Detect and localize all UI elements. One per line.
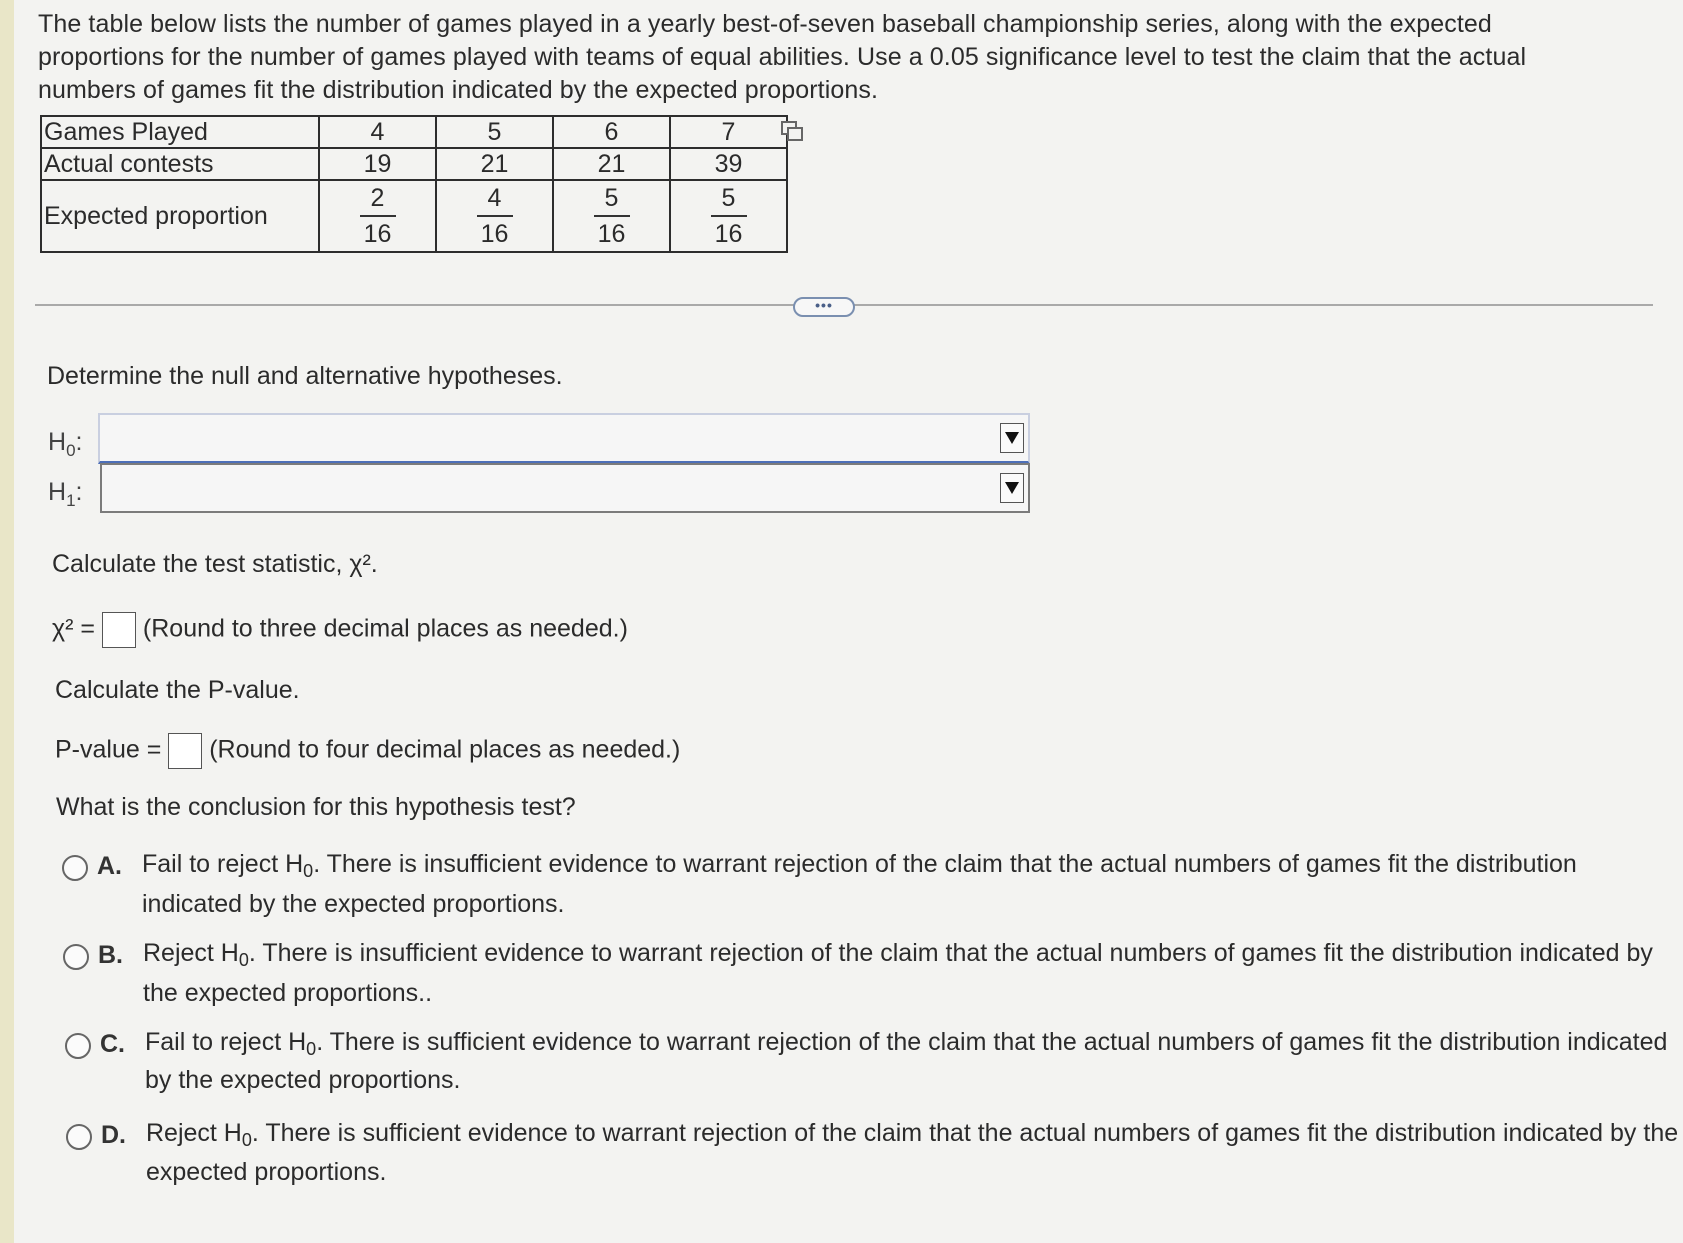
problem-statement: The table below lists the number of games played in a yearly best-of-seven baseball championship series, along with the expected proportions for the number of games played with teams of equal abilities. Use a 0.05 significance level to test the claim that the actual numbers of games fit the distribution indicated by the expected proportions. [38, 10, 1527, 104]
option-line-1: Reject $H_0$. There is insufficient evidence to warrant rejection of the claim that the actual numbers of games fit the distribution indicated by [143, 939, 1653, 970]
table-cell [553, 180, 670, 252]
statistic-row [52, 612, 628, 648]
chi-square-answer-input[interactable] [102, 612, 136, 648]
chevron-down-icon[interactable] [1000, 473, 1024, 503]
copy-data-icon[interactable] [781, 121, 801, 139]
table-cell [670, 180, 787, 252]
radio-option-d[interactable] [66, 1124, 92, 1150]
more-options-button[interactable]: ••• [793, 297, 855, 317]
row-header-expected: Expected proportion [41, 180, 319, 252]
denominator: 16 [714, 220, 743, 248]
fraction [477, 184, 513, 248]
hypotheses-prompt: Determine the null and alternative hypotheses. [47, 362, 563, 390]
pvalue-label: P-value = [55, 735, 162, 764]
conclusion-prompt: What is the conclusion for this hypothesis test? [56, 793, 576, 821]
table-cell: 21 [553, 148, 670, 180]
fraction [360, 184, 396, 248]
row-header-games: Games Played [41, 116, 319, 148]
chevron-down-icon[interactable] [1000, 423, 1024, 453]
option-letter: D. [101, 1121, 126, 1149]
table-cell: 5 [436, 116, 553, 148]
table-cell: 21 [436, 148, 553, 180]
denominator: 16 [363, 220, 392, 248]
pvalue-row [55, 733, 680, 769]
option-line-1: Reject $H_0$. There is sufficient evidence to warrant rejection of the claim that the actual numbers of games fit the distribution indicated by the [146, 1119, 1679, 1150]
statistic-prompt: Calculate the test statistic, χ². [52, 550, 378, 578]
fraction [711, 184, 747, 248]
table-cell [319, 180, 436, 252]
option-letter: A. [97, 852, 122, 880]
statistic-label: χ² = [52, 614, 95, 643]
h0-dropdown[interactable] [98, 413, 1030, 464]
table-cell: 39 [670, 148, 787, 180]
h1-dropdown[interactable] [100, 463, 1030, 513]
option-letter: C. [100, 1030, 125, 1058]
numerator: 4 [487, 184, 502, 212]
denominator: 16 [480, 220, 509, 248]
numerator: 5 [721, 184, 736, 212]
row-header-actual: Actual contests [41, 148, 319, 180]
radio-option-b[interactable] [63, 944, 89, 970]
option-letter: B. [98, 941, 123, 969]
data-table [40, 115, 788, 253]
option-line-2: the expected proportions.. [143, 979, 433, 1007]
table-cell: 4 [319, 116, 436, 148]
h1-label: $H_1$: [48, 478, 83, 510]
numerator: 5 [604, 184, 619, 212]
table-cell: 19 [319, 148, 436, 180]
pvalue-prompt: Calculate the P-value. [55, 676, 300, 704]
table-row [41, 148, 787, 180]
option-line-1: Fail to reject $H_0$. There is sufficient evidence to warrant rejection of the claim that the actual numbers of games fit the distribution indicated [145, 1028, 1668, 1059]
h0-label: $H_0$: [48, 428, 83, 460]
option-line-1: Fail to reject $H_0$. There is insufficient evidence to warrant rejection of the claim that the actual numbers of games fit the distribution [142, 850, 1577, 881]
table-row [41, 116, 787, 148]
option-line-2: expected proportions. [146, 1158, 387, 1186]
numerator: 2 [370, 184, 385, 212]
table-cell [436, 180, 553, 252]
denominator: 16 [597, 220, 626, 248]
table-row [41, 180, 787, 252]
pvalue-answer-input[interactable] [168, 733, 202, 769]
radio-option-c[interactable] [65, 1033, 91, 1059]
left-edge-strip [0, 0, 14, 1243]
statistic-note: (Round to three decimal places as needed.) [142, 614, 628, 643]
option-line-2: by the expected proportions. [145, 1066, 461, 1094]
fraction [594, 184, 630, 248]
table-cell: 7 [670, 116, 787, 148]
table-cell: 6 [553, 116, 670, 148]
option-line-2: indicated by the expected proportions. [142, 890, 565, 918]
radio-option-a[interactable] [62, 855, 88, 881]
pvalue-note: (Round to four decimal places as needed.) [209, 735, 681, 764]
